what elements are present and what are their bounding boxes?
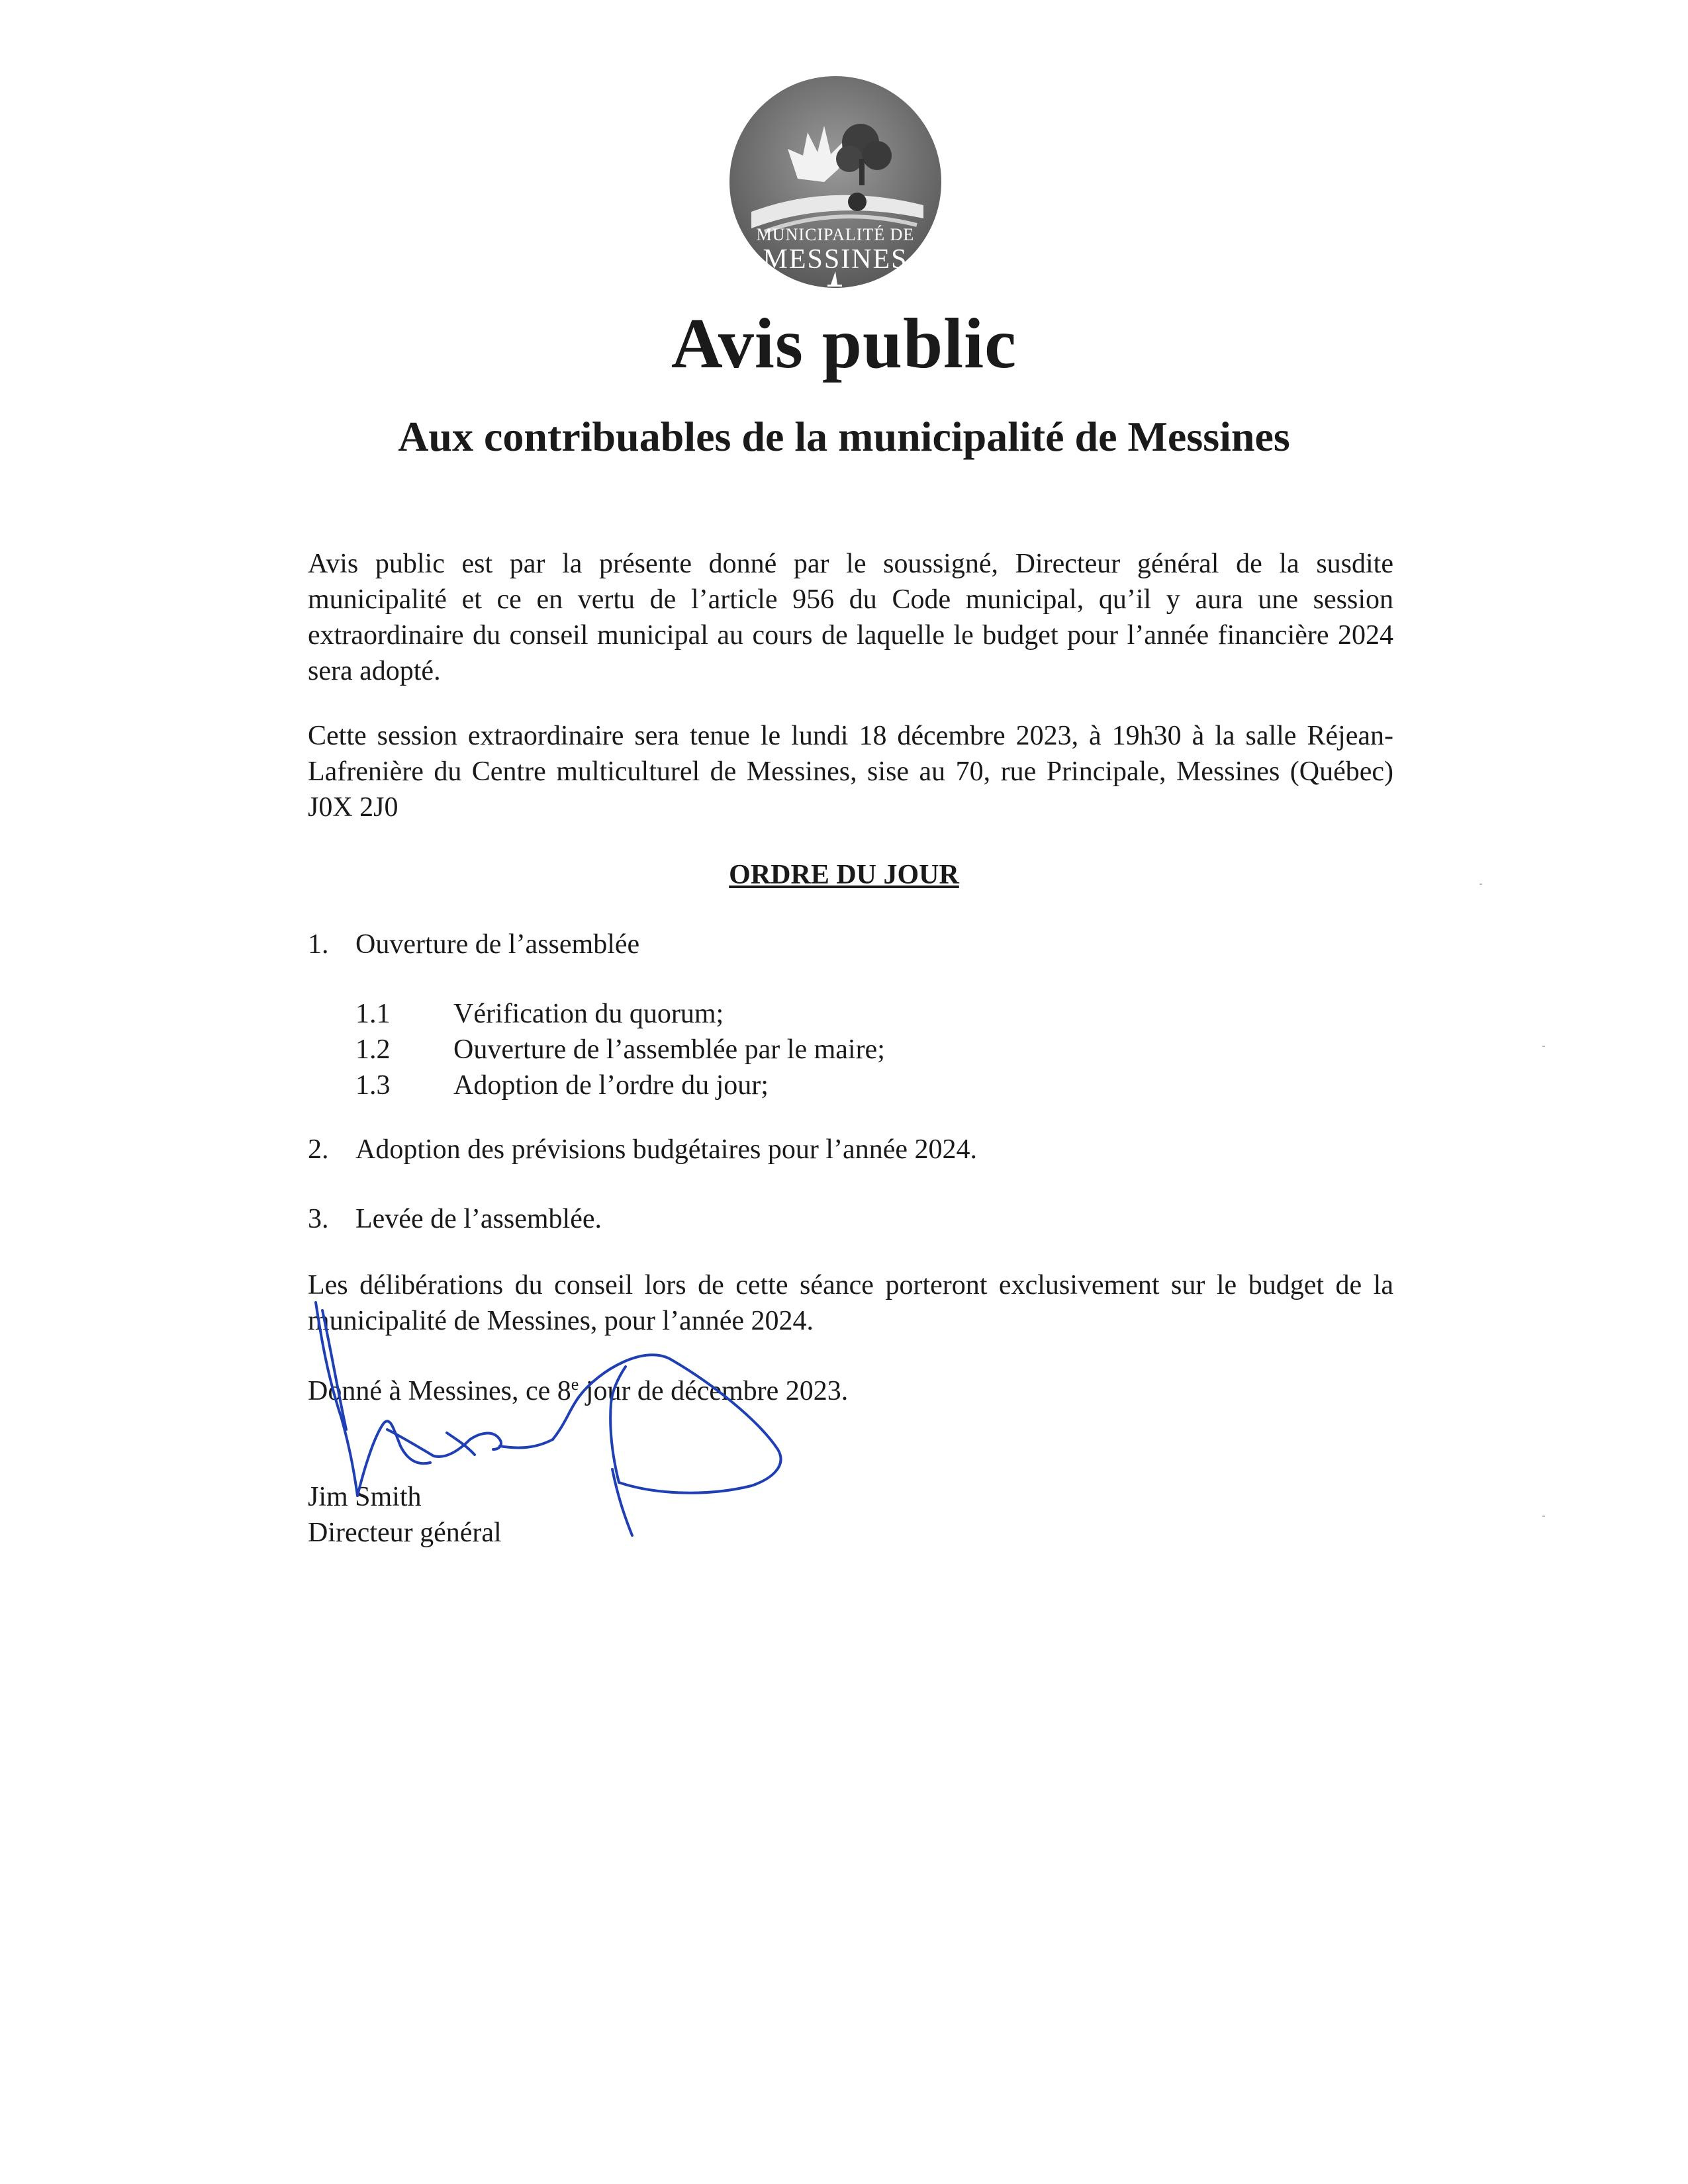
agenda-subitem-label: Ouverture de l’assemblée par le maire; xyxy=(453,1034,885,1065)
agenda-item-number: 3. xyxy=(308,1204,329,1234)
agenda-item-3 xyxy=(308,1201,602,1237)
notice-paragraph-3: Les délibérations du conseil lors de cette séance porteront exclusivement sur le budget de la municipalité de Messines, pour l’année 2024. xyxy=(308,1270,1393,1336)
agenda-subitem-label: Vérification du quorum; xyxy=(453,999,724,1029)
given-date-after: jour de décembre 2023. xyxy=(579,1376,849,1406)
scan-speck xyxy=(1479,884,1482,885)
given-date-line xyxy=(308,1373,848,1409)
agenda-item-label: Adoption des prévisions budgétaires pour l’année 2024. xyxy=(355,1134,977,1165)
agenda-subitem-number: 1.3 xyxy=(355,1070,391,1101)
page-subtitle: Aux contribuables de la municipalité de Messines xyxy=(398,413,1290,460)
given-date-sup: e xyxy=(571,1375,579,1394)
agenda-item-2 xyxy=(308,1132,977,1167)
logo-line2: MESSINES xyxy=(763,244,908,275)
agenda-item-1 xyxy=(308,927,639,962)
agenda-subitem-number: 1.2 xyxy=(355,1034,391,1065)
agenda-subitem-1-2 xyxy=(355,1032,885,1068)
agenda-subitem-number: 1.1 xyxy=(355,999,391,1029)
signatory-name: Jim Smith xyxy=(308,1482,422,1512)
agenda-subitem-label: Adoption de l’ordre du jour; xyxy=(453,1070,769,1101)
agenda-heading: ORDRE DU JOUR xyxy=(729,860,959,890)
scan-speck xyxy=(1542,1516,1545,1517)
logo-line1: MUNICIPALITÉ DE xyxy=(756,225,915,244)
agenda-subitem-1-3 xyxy=(355,1068,769,1103)
agenda-item-number: 1. xyxy=(308,929,329,960)
given-date-before: Donné à Messines, ce 8 xyxy=(308,1376,571,1406)
agenda-subitem-1-1 xyxy=(355,996,724,1032)
agenda-item-number: 2. xyxy=(308,1134,329,1165)
municipality-logo xyxy=(725,69,947,291)
agenda-item-label: Levée de l’assemblée. xyxy=(355,1204,602,1234)
notice-paragraph-1: Avis public est par la présente donné par le soussigné, Directeur général de la susdite municipalité et ce en vertu de l’article 956 du Code municipal, qu’il y aura une session extraordinaire du conseil municipal au cours de laquelle le budget pour l’année financière 2024 sera adopté. xyxy=(308,549,1393,686)
notice-paragraph-2: Cette session extraordinaire sera tenue le lundi 18 décembre 2023, à 19h30 à la salle Réjean-Lafrenière du Centre multiculturel de Messines, sise au 70, rue Principale, Messines (Québec) J0X 2J0 xyxy=(308,721,1393,823)
page-title: Avis public xyxy=(671,304,1017,383)
agenda-item-label: Ouverture de l’assemblée xyxy=(355,929,640,960)
scan-speck xyxy=(1542,1046,1545,1047)
signatory-role: Directeur général xyxy=(308,1518,502,1548)
